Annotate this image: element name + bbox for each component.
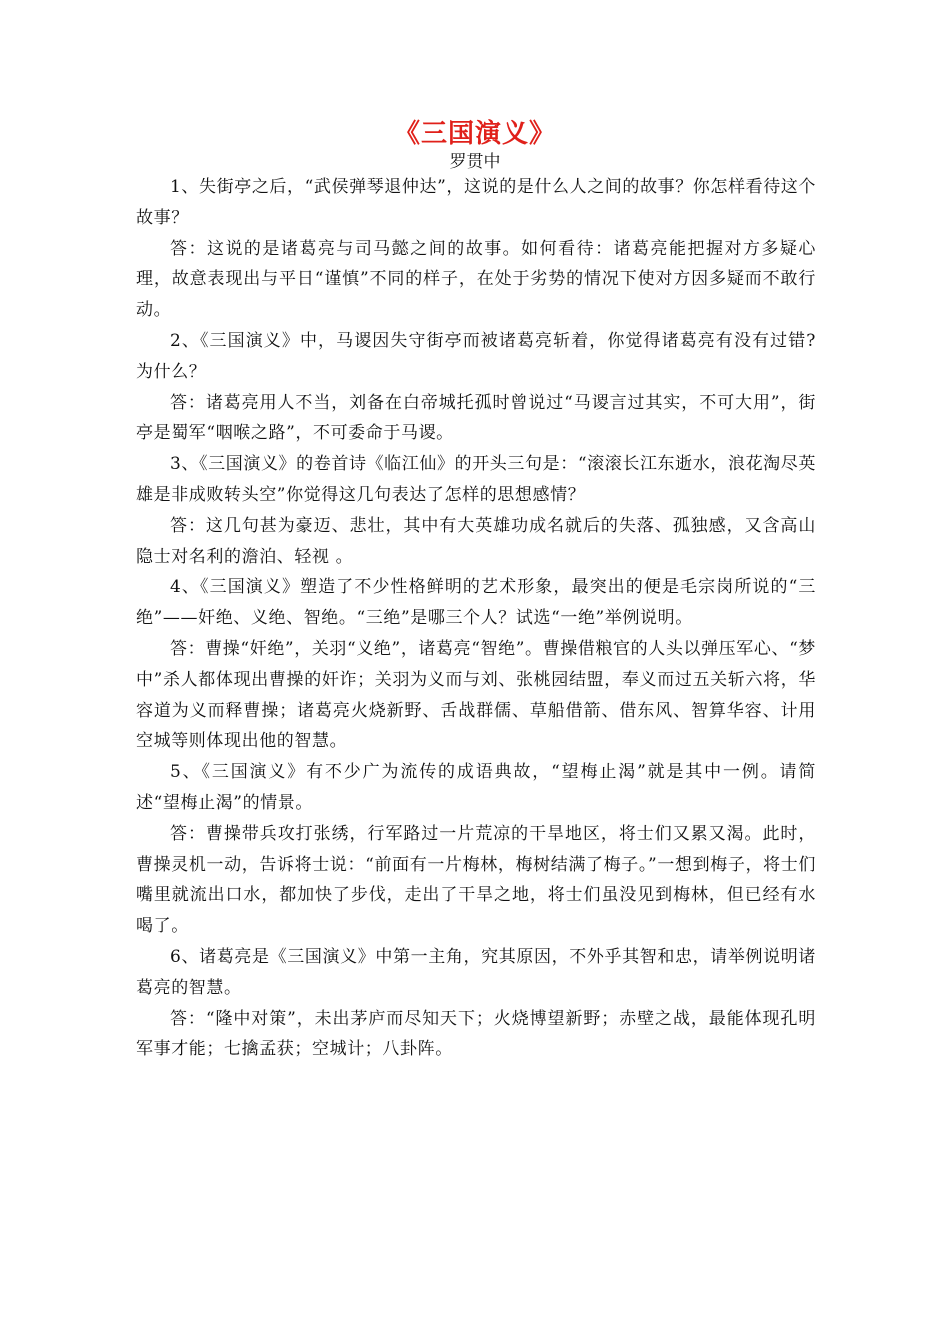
answer-2: 答：诸葛亮用人不当，刘备在白帝城托孤时曾说过“马谡言过其实，不可大用”，街亭是蜀军“咽喉之路”，不可委命于马谡。: [136, 392, 816, 444]
answer-5: 答：曹操带兵攻打张绣，行军路过一片荒凉的干旱地区，将士们又累又渴。此时，曹操灵机一动，告诉将士说：“前面有一片梅林，梅树结满了梅子。”一想到梅子，将士们嘴里就流出口水，都加快了步伐，走出了干旱之地，将士们虽没见到梅林，但已经有水喝了。: [136, 823, 816, 937]
question-5: 5、《三国演义》有不少广为流传的成语典故，“望梅止渴”就是其中一例。请简述“望梅止渴”的情景。: [136, 762, 816, 813]
document-author: 罗贯中: [449, 152, 501, 172]
question-2: 2、《三国演义》中，马谡因失守街亭而被诸葛亮斩着，你觉得诸葛亮有没有过错?为什么？: [136, 330, 816, 382]
qa-content: [136, 172, 816, 1065]
answer-6: 答：“隆中对策”，未出茅庐而尽知天下；火烧博望新野；赤壁之战，最能体现孔明军事才能；七擒孟获；空城计；八卦阵。: [136, 1008, 816, 1060]
question-3: 3、《三国演义》的卷首诗《临江仙》的开头三句是：“滚滚长江东逝水，浪花淘尽英雄是非成败转头空”你觉得这几句表达了怎样的思想感情？: [136, 454, 816, 505]
answer-4: 答：曹操“奸绝”，关羽“义绝”，诸葛亮“智绝”。曹操借粮官的人头以弹压军心、“梦中”杀人都体现出曹操的奸诈；关羽为义而与刘、张桃园结盟，奉义而过五关斩六将，华容道为义而释曹操；诸葛亮火烧新野、舌战群儒、草船借箭、借东风、智算华容、计用空城等则体现出他的智慧。: [136, 638, 816, 752]
question-4: 4、《三国演义》塑造了不少性格鲜明的艺术形象，最突出的便是毛宗岗所说的“三绝”——奸绝、义绝、智绝。“三绝”是哪三个人？试选“一绝”举例说明。: [136, 577, 816, 629]
answer-1: 答：这说的是诸葛亮与司马懿之间的故事。如何看待：诸葛亮能把握对方多疑心理，故意表现出与平日“谨慎”不同的样子，在处于劣势的情况下使对方因多疑而不敢行动。: [136, 238, 816, 321]
question-1: 1、失街亭之后，“武侯弹琴退仲达”，这说的是什么人之间的故事？你怎样看待这个故事？: [136, 177, 816, 228]
document-title: 《三国演义》: [393, 119, 556, 149]
question-6: 6、诸葛亮是《三国演义》中第一主角，究其原因，不外乎其智和忠，请举例说明诸葛亮的智慧。: [136, 946, 816, 998]
answer-3: 答：这几句甚为豪迈、悲壮，其中有大英雄功成名就后的失落、孤独感，又含高山隐士对名利的澹泊、轻视 。: [136, 515, 816, 567]
